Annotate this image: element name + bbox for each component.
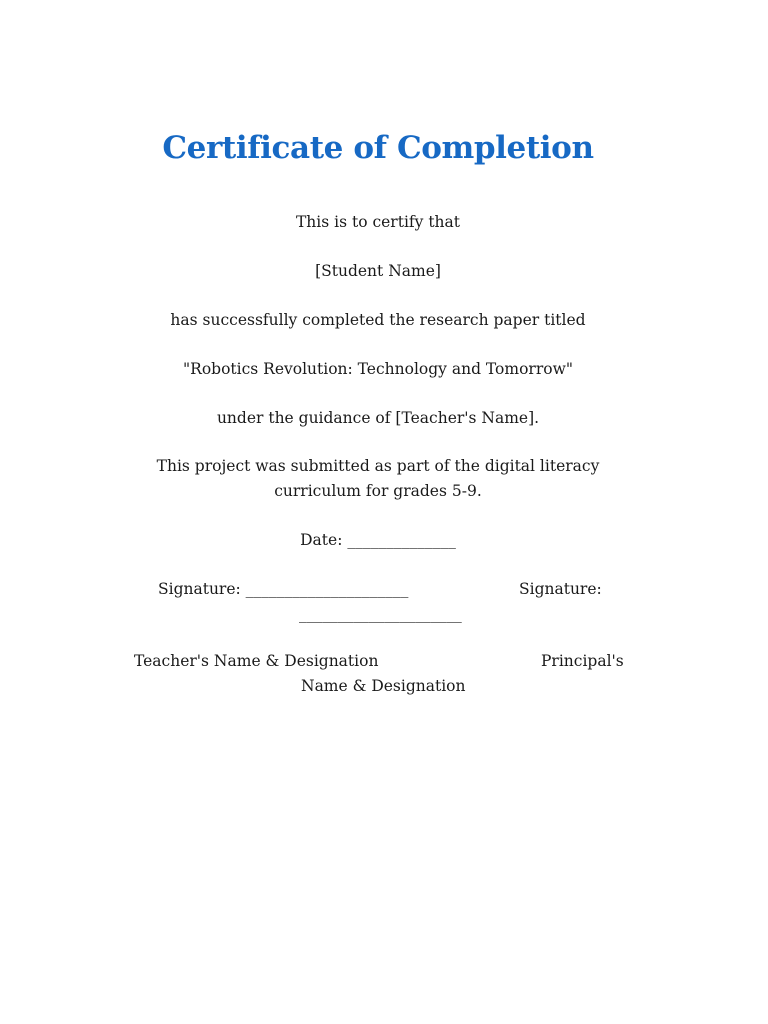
principal-label: Principal's [541, 652, 624, 670]
teacher-designation: Teacher's Name & Designation [134, 652, 379, 670]
paper-title: "Robotics Revolution: Technology and Tomorrow" [183, 360, 573, 378]
certificate-title: Certificate of Completion [162, 130, 594, 166]
teacher-signature-line: Signature: _____________________ [158, 580, 409, 598]
student-name: [Student Name] [315, 262, 441, 280]
certify-text: This is to certify that [295, 213, 461, 231]
guidance-text: under the guidance of [Teacher's Name]. [216, 409, 540, 427]
completed-text: has successfully completed the research paper titled [170, 311, 586, 329]
principal-signature-line: _____________________ [299, 605, 462, 623]
principal-designation: Name & Designation [301, 677, 466, 695]
principal-signature-label: Signature: [519, 580, 602, 598]
submission-text: This project was submitted as part of the digital literacy curriculum for grades 5-9. [156, 457, 600, 500]
date-line: Date: ______________ [300, 531, 456, 549]
